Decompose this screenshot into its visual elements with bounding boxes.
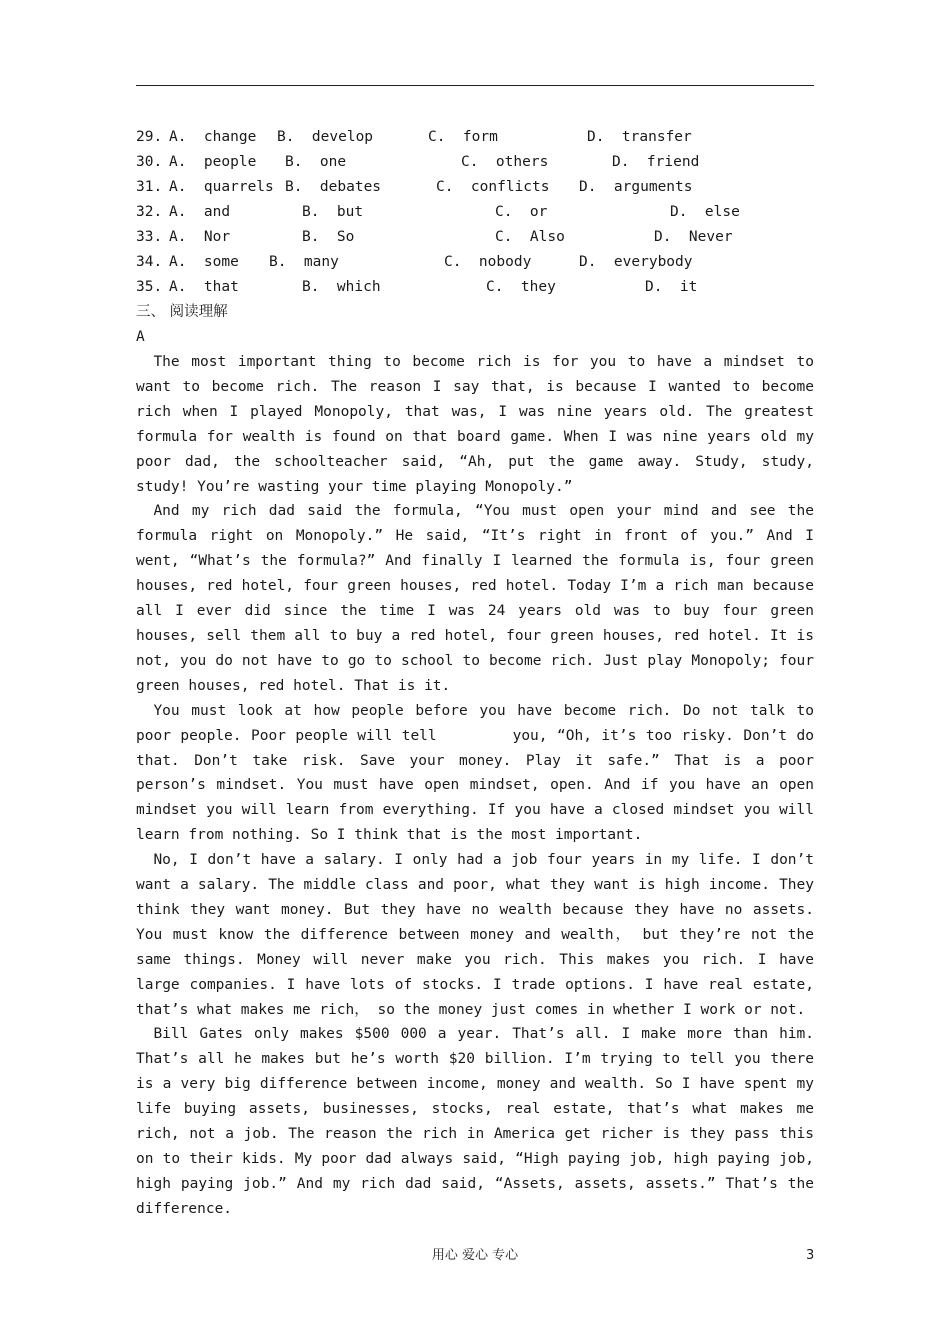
option-c: C. or xyxy=(495,204,548,220)
option-d: D. it xyxy=(645,279,698,295)
section-title: 三、 阅读理解 xyxy=(136,304,228,320)
option-a: A. quarrels xyxy=(169,179,274,195)
page-number: 3 xyxy=(806,1248,815,1263)
option-c: C. conflicts xyxy=(436,179,550,195)
answer-options xyxy=(136,125,836,300)
option-b: B. which xyxy=(302,279,381,295)
option-row-35 xyxy=(136,275,836,300)
question-number: 35. xyxy=(136,279,163,295)
option-row-30 xyxy=(136,150,836,175)
option-d: D. transfer xyxy=(587,129,692,145)
option-a: A. some xyxy=(169,254,239,270)
option-b: B. one xyxy=(285,154,347,170)
question-number: 29. xyxy=(136,129,163,145)
question-number: 34. xyxy=(136,254,163,270)
option-d: D. everybody xyxy=(579,254,693,270)
option-d: D. Never xyxy=(654,229,733,245)
option-b: B. develop xyxy=(277,129,374,145)
option-row-34 xyxy=(136,250,836,275)
option-b: B. but xyxy=(302,204,364,220)
page-footer: 用心 爱心 专心 xyxy=(431,1248,519,1263)
paragraph-3: You must look at how people before you have become rich. Do not talk to poor people. Poor people will tell you, “Oh, it’s too risky. Don’t do that. Don’t take risk. Save your money. Play it safe.” That is a poor person’s mindset. You must have open mindset, open. And if you have an open mindset you will learn from everything. If you have a closed mindset you will learn from nothing. So I think that is the most important. xyxy=(136,702,823,844)
paragraph-2: And my rich dad said the formula, “You must open your mind and see the formula right on Monopoly.” He said, “It’s right in front of you.” And I went, “What’s the formula?” And finally I learned the formula is, four green houses, red hotel, four green houses, red hotel. Today I’m a rich man because all I ever did since the time I was 24 years old was to buy four green houses, sell them all to buy a red hotel, four green houses, red hotel. It is not, you do not have to go to school to become rich. Just play Monopoly; four green houses, red hotel. That is it. xyxy=(136,503,814,694)
header-rule xyxy=(136,85,814,86)
option-b: B. many xyxy=(269,254,339,270)
reading-passage xyxy=(136,350,823,1222)
option-a: A. people xyxy=(169,154,257,170)
passage-label: A xyxy=(136,329,145,345)
option-d: D. else xyxy=(670,204,740,220)
paragraph-5: Bill Gates only makes $500 000 a year. That’s all. I make more than him. That’s all he makes but he’s worth $20 billion. I’m trying to tell you there is a very big difference between income, money and wealth. So I have spent my life buying assets, businesses, stocks, real estate, that’s what makes me rich, not a job. The reason the rich in America get richer is they pass this on to their kids. My poor dad always said, “High paying job, high paying job, high paying job.” And my rich dad said, “Assets, assets, assets.” That’s the difference. xyxy=(136,1026,814,1217)
question-number: 31. xyxy=(136,179,163,195)
option-c: C. they xyxy=(486,279,556,295)
option-a: A. Nor xyxy=(169,229,231,245)
option-c: C. form xyxy=(428,129,498,145)
paragraph-4: No, I don’t have a salary. I only had a job four years in my life. I don’t want a salary. The middle class and poor, what they want is high income. They think they want money. But they have no wealth because they have no assets. You must know the difference between money and wealth， but they’re not the same things. Money will never make you rich. This makes you rich. I have large companies. I have lots of stocks. I trade options. I have real estate, that’s what makes me rich， so the money just comes in whether I work or not. xyxy=(136,852,814,1018)
paragraph-1: The most important thing to become rich is for you to have a mindset to want to become rich. The reason I say that, is because I wanted to become rich when I played Monopoly, that was, I was nine years old. The greatest formula for wealth is found on that board game. When I was nine years old my poor dad, the schoolteacher said, “Ah, put the game away. Study, study, study! You’re wasting your time playing Monopoly.” xyxy=(136,354,814,495)
option-a: A. that xyxy=(169,279,239,295)
option-c: C. Also xyxy=(495,229,565,245)
option-d: D. friend xyxy=(612,154,700,170)
option-a: A. change xyxy=(169,129,257,145)
question-number: 33. xyxy=(136,229,163,245)
option-row-33 xyxy=(136,225,836,250)
option-d: D. arguments xyxy=(579,179,693,195)
option-row-29 xyxy=(136,125,836,150)
option-row-32 xyxy=(136,200,836,225)
option-c: C. others xyxy=(461,154,549,170)
option-b: B. debates xyxy=(285,179,382,195)
option-c: C. nobody xyxy=(444,254,532,270)
option-a: A. and xyxy=(169,204,231,220)
option-b: B. So xyxy=(302,229,355,245)
question-number: 32. xyxy=(136,204,163,220)
option-row-31 xyxy=(136,175,836,200)
question-number: 30. xyxy=(136,154,163,170)
